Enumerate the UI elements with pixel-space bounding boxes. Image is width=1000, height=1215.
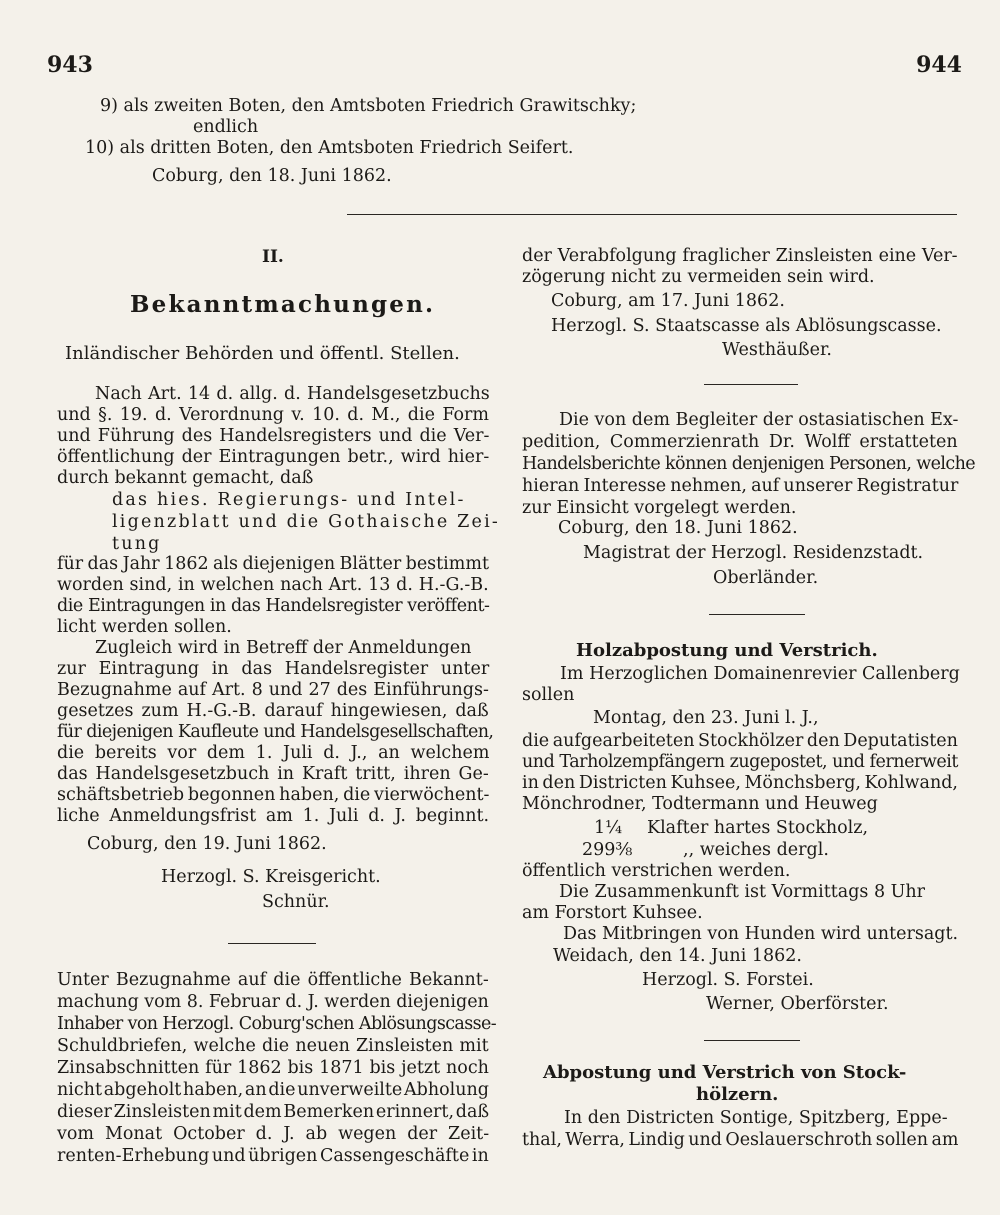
section-rule [347, 214, 957, 215]
notice1-line: liche Anmeldungsfrist am 1. Juli d. J. beginnt. [57, 806, 490, 826]
notice4-line: Im Herzoglichen Domainenrevier Callenberg [560, 664, 960, 684]
notice2-line: nicht abgeholt haben, an die unverweilte Abholung [57, 1080, 489, 1100]
notice-divider [709, 614, 805, 615]
notice5-line: In den Districten Sontige, Spitzberg, Eppe- [564, 1108, 948, 1128]
notice1-line: Bezugnahme auf Art. 8 und 27 des Einführungs- [57, 680, 489, 700]
notice2-line: Zinsabschnitten für 1862 bis 1871 bis jetzt noch [57, 1058, 489, 1078]
notice3-line: pedition, Commerzienrath Dr. Wolff erstatteten [522, 432, 958, 452]
notice1-line: für das Jahr 1862 als diejenigen Blätter bestimmt [57, 554, 490, 574]
list-item-9: 9) als zweiten Boten, den Amtsboten Friedrich Grawitschky; [100, 96, 637, 116]
top-date: Coburg, den 18. Juni 1862. [152, 166, 392, 186]
continuation-line: zögerung nicht zu vermeiden sein wird. [522, 267, 875, 287]
section-heading: Bekanntmachungen. [130, 291, 436, 318]
notice1-highlight: ligenzblatt und die Gothaische Zei- [112, 512, 500, 532]
notice4-qty1-text: Klafter hartes Stockholz, [647, 818, 869, 838]
continuation-date: Coburg, am 17. Juni 1862. [551, 291, 785, 311]
notice4-line: Mönchrodner, Todtermann und Heuweg [522, 794, 878, 814]
notice4-line: sollen [522, 685, 575, 705]
notice5-heading-cont: hölzern. [696, 1084, 779, 1105]
continuation-authority: Herzogl. S. Staatscasse als Ablösungscasse. [551, 316, 942, 336]
notice1-line: für diejenigen Kaufleute und Handelsgesellschaften, [57, 722, 494, 742]
notice1-line: licht werden sollen. [57, 617, 232, 637]
notice4-line: am Forstort Kuhsee. [522, 903, 703, 923]
notice4-line: und Tarholzempfängern zugepostet, und fernerweit [522, 752, 958, 772]
notice1-line: öffentlichung der Eintragungen betr., wird hier- [57, 447, 490, 467]
notice1-line: Zugleich wird in Betreff der Anmeldungen [95, 638, 472, 658]
section-numeral: II. [262, 247, 284, 267]
notice1-line: die bereits vor dem 1. Juli d. J., an welchem [57, 743, 490, 763]
notice-divider [704, 1040, 800, 1041]
notice1-highlight: das hies. Regierungs- und Intel- [112, 490, 466, 510]
notice2-line: Inhaber von Herzogl. Coburg'schen Ablösungscasse- [57, 1014, 497, 1034]
notice1-authority: Herzogl. S. Kreisgericht. [161, 867, 381, 887]
list-connector-endlich: endlich [193, 117, 259, 137]
notice4-qty2-amount: 299⅜ [582, 840, 633, 860]
notice3-line: Handelsberichte können denjenigen Personen, welche [522, 454, 976, 474]
notice1-date: Coburg, den 19. Juni 1862. [87, 834, 327, 854]
notice4-signature: Werner, Oberförster. [706, 994, 889, 1014]
notice4-date-line: Montag, den 23. Juni l. J., [593, 708, 819, 728]
notice4-qty2-text: ,, weiches dergl. [683, 840, 829, 860]
notice4-line: in den Districten Kuhsee, Mönchsberg, Kohlwand, [522, 773, 958, 793]
notice4-heading: Holzabpostung und Verstrich. [576, 640, 878, 661]
notice4-dogs: Das Mitbringen von Hunden wird untersagt. [563, 924, 959, 944]
notice2-line: vom Monat October d. J. ab wegen der Zeit- [57, 1124, 490, 1144]
notice2-line: Schuldbriefen, welche die neuen Zinsleisten mit [57, 1036, 489, 1056]
page-number-left: 943 [47, 52, 93, 78]
notice2-line: Unter Bezugnahme auf die öffentliche Bekannt- [57, 970, 489, 990]
notice3-line: hieran Interesse nehmen, auf unserer Registratur [522, 476, 959, 496]
notice3-line: zur Einsicht vorgelegt werden. [522, 498, 797, 518]
notice1-line: schäftsbetrieb begonnen haben, die vierwöchent- [57, 785, 490, 805]
notice1-line: das Handelsgesetzbuch in Kraft tritt, ihren Ge- [57, 764, 489, 784]
notice1-line: worden sind, in welchen nach Art. 13 d. H.-G.-B. [57, 575, 489, 595]
notice2-line: machung vom 8. Februar d. J. werden diejenigen [57, 992, 489, 1012]
notice2-line: dieser Zinsleisten mit dem Bemerken erinnert, daß [57, 1102, 490, 1122]
page-number-right: 944 [916, 52, 962, 78]
notice5-line: thal, Werra, Lindig und Oeslauerschroth sollen am [522, 1130, 959, 1150]
notice1-highlight: tung [112, 534, 162, 554]
notice3-date: Coburg, den 18. Juni 1862. [558, 518, 798, 538]
notice1-line: die Eintragungen in das Handelsregister veröffent- [57, 596, 490, 616]
continuation-line: der Verabfolgung fraglicher Zinsleisten eine Ver- [522, 246, 958, 266]
notice5-heading: Abpostung und Verstrich von Stock- [543, 1062, 907, 1083]
notice1-line: und §. 19. d. Verordnung v. 10. d. M., die Form [57, 405, 490, 425]
notice4-line: die aufgearbeiteten Stockhölzer den Deputatisten [522, 731, 958, 751]
notice1-line: zur Eintragung in das Handelsregister unter [57, 659, 490, 679]
notice4-authority: Herzogl. S. Forstei. [642, 970, 814, 990]
notice-divider [704, 384, 798, 385]
notice1-line: und Führung des Handelsregisters und die Ver- [57, 426, 490, 446]
notice1-line: gesetzes zum H.-G.-B. darauf hingewiesen, daß [57, 701, 489, 721]
notice4-line: Die Zusammenkunft ist Vormittags 8 Uhr [559, 882, 926, 902]
subheading: Inländischer Behörden und öffentl. Stellen. [65, 343, 460, 364]
notice4-date: Weidach, den 14. Juni 1862. [553, 946, 802, 966]
continuation-signature: Westhäußer. [722, 340, 832, 360]
notice1-signature: Schnür. [262, 892, 330, 912]
notice3-line: Die von dem Begleiter der ostasiatischen Ex- [559, 410, 959, 430]
notice4-line: öffentlich verstrichen werden. [522, 861, 791, 881]
notice4-qty1-amount: 1¼ [594, 818, 623, 838]
list-item-10: 10) als dritten Boten, den Amtsboten Friedrich Seifert. [85, 138, 574, 158]
notice2-line: renten-Erhebung und übrigen Cassengeschäfte in [57, 1146, 489, 1166]
notice3-authority: Magistrat der Herzogl. Residenzstadt. [583, 543, 924, 563]
notice1-line: durch bekannt gemacht, daß [57, 468, 314, 488]
notice3-signature: Oberländer. [713, 568, 819, 588]
notice1-line: Nach Art. 14 d. allg. d. Handelsgesetzbuchs [95, 384, 490, 404]
notice-divider [228, 943, 316, 944]
